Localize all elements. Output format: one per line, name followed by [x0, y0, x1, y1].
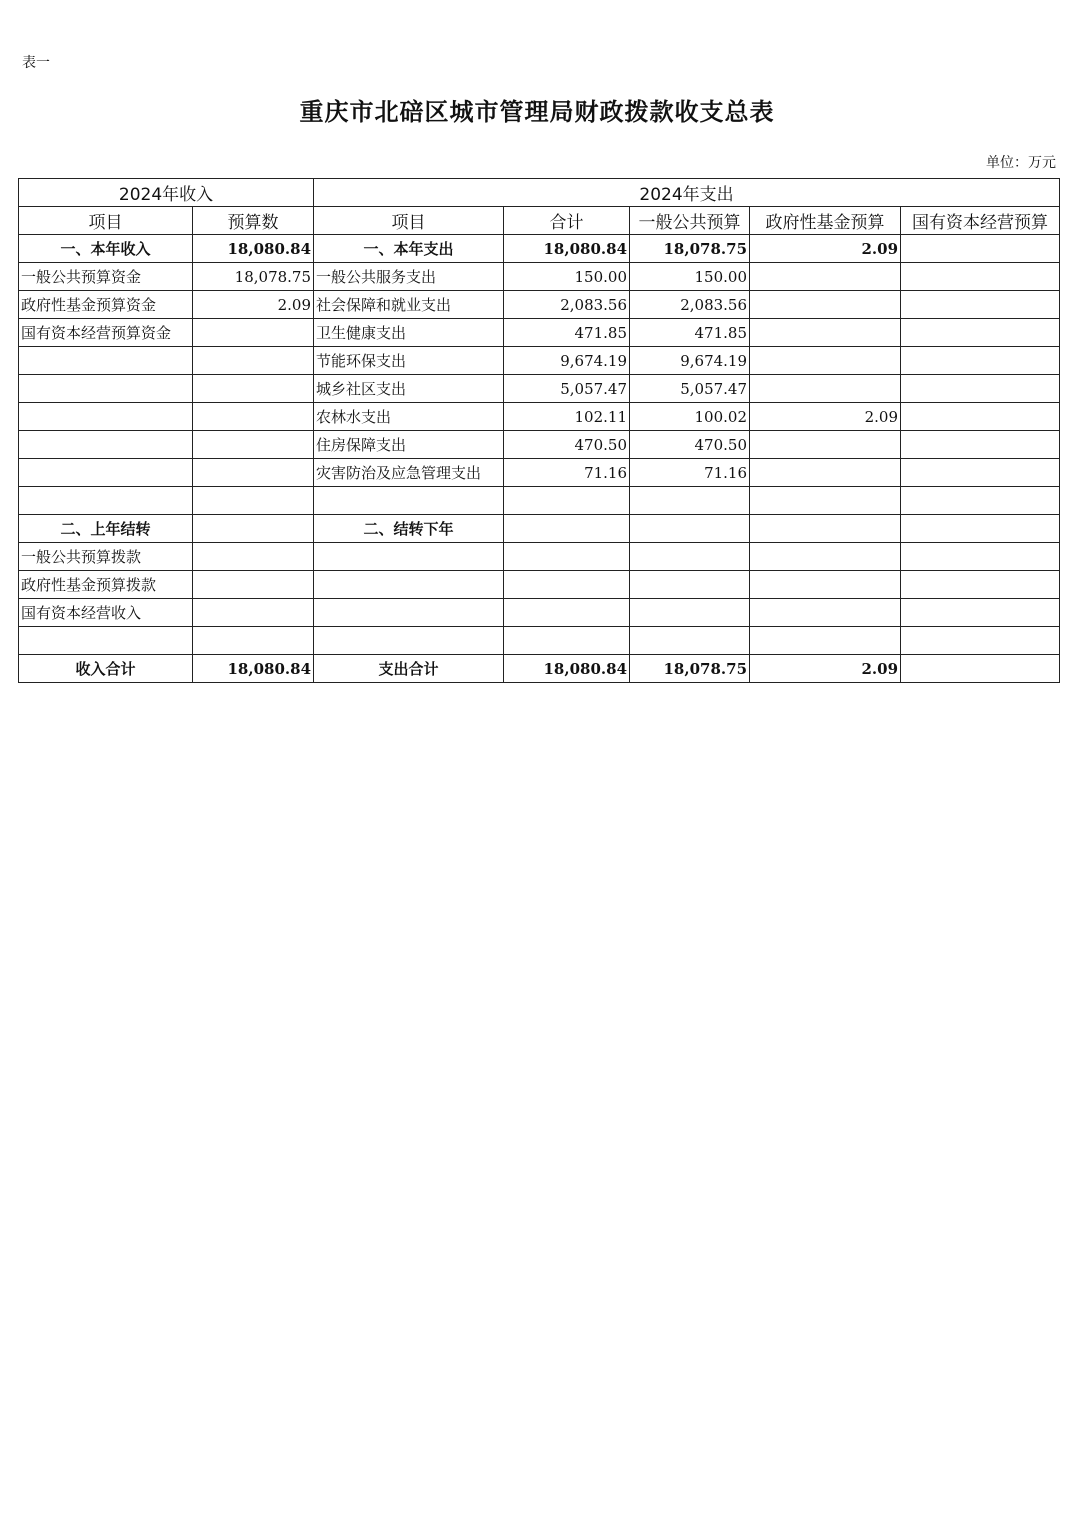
- cell-fund-budget: [750, 599, 901, 627]
- cell-fund-budget: 2.09: [750, 655, 901, 683]
- cell-income-item: [19, 403, 193, 431]
- cell-expense-total: 2,083.56: [504, 291, 630, 319]
- cell-income-amount: 18,078.75: [193, 263, 314, 291]
- cell-expense-total: [504, 487, 630, 515]
- cell-general-budget: 150.00: [630, 263, 750, 291]
- cell-income-item: [19, 487, 193, 515]
- cell-fund-budget: [750, 263, 901, 291]
- cell-expense-item: [314, 571, 504, 599]
- table-row: [19, 375, 1060, 403]
- table-label: 表一: [22, 55, 50, 71]
- col-header-general-budget: 一般公共预算: [630, 207, 750, 235]
- cell-income-item: 二、上年结转: [19, 515, 193, 543]
- cell-expense-item: 灾害防治及应急管理支出: [314, 459, 504, 487]
- cell-income-amount: [193, 347, 314, 375]
- cell-expense-item: 城乡社区支出: [314, 375, 504, 403]
- cell-expense-item: 二、结转下年: [314, 515, 504, 543]
- cell-income-amount: [193, 515, 314, 543]
- cell-state-capital-budget: [901, 431, 1060, 459]
- cell-expense-total: [504, 599, 630, 627]
- cell-state-capital-budget: [901, 347, 1060, 375]
- table-row: [19, 319, 1060, 347]
- cell-fund-budget: [750, 319, 901, 347]
- budget-table: [18, 178, 1060, 683]
- cell-income-item: 国有资本经营收入: [19, 599, 193, 627]
- cell-income-amount: 18,080.84: [193, 655, 314, 683]
- cell-state-capital-budget: [901, 627, 1060, 655]
- table-row: [19, 347, 1060, 375]
- table-row: [19, 235, 1060, 263]
- cell-state-capital-budget: [901, 599, 1060, 627]
- cell-general-budget: 471.85: [630, 319, 750, 347]
- cell-expense-item: [314, 487, 504, 515]
- table-row: [19, 543, 1060, 571]
- cell-expense-item: 一般公共服务支出: [314, 263, 504, 291]
- cell-state-capital-budget: [901, 375, 1060, 403]
- cell-general-budget: [630, 487, 750, 515]
- cell-general-budget: [630, 627, 750, 655]
- cell-general-budget: 470.50: [630, 431, 750, 459]
- cell-expense-item: 住房保障支出: [314, 431, 504, 459]
- cell-income-amount: [193, 571, 314, 599]
- cell-income-item: 国有资本经营预算资金: [19, 319, 193, 347]
- cell-fund-budget: 2.09: [750, 235, 901, 263]
- cell-general-budget: 5,057.47: [630, 375, 750, 403]
- cell-state-capital-budget: [901, 655, 1060, 683]
- cell-income-item: [19, 431, 193, 459]
- col-header-budget-amount: 预算数: [193, 207, 314, 235]
- cell-expense-item: 农林水支出: [314, 403, 504, 431]
- page-title: 重庆市北碚区城市管理局财政拨款收支总表: [299, 97, 775, 126]
- col-header-state-capital-budget: 国有资本经营预算: [901, 207, 1060, 235]
- cell-income-item: 一、本年收入: [19, 235, 193, 263]
- cell-income-item: [19, 627, 193, 655]
- cell-fund-budget: [750, 291, 901, 319]
- cell-state-capital-budget: [901, 263, 1060, 291]
- cell-income-item: 政府性基金预算资金: [19, 291, 193, 319]
- col-header-fund-budget: 政府性基金预算: [750, 207, 901, 235]
- cell-general-budget: [630, 571, 750, 599]
- cell-income-amount: [193, 375, 314, 403]
- cell-state-capital-budget: [901, 459, 1060, 487]
- cell-fund-budget: [750, 487, 901, 515]
- cell-income-item: [19, 375, 193, 403]
- cell-general-budget: 18,078.75: [630, 235, 750, 263]
- cell-general-budget: [630, 599, 750, 627]
- cell-expense-item: [314, 627, 504, 655]
- cell-income-item: [19, 347, 193, 375]
- cell-income-amount: [193, 627, 314, 655]
- cell-state-capital-budget: [901, 487, 1060, 515]
- cell-general-budget: 2,083.56: [630, 291, 750, 319]
- cell-expense-total: 150.00: [504, 263, 630, 291]
- cell-fund-budget: [750, 515, 901, 543]
- cell-state-capital-budget: [901, 543, 1060, 571]
- cell-state-capital-budget: [901, 515, 1060, 543]
- cell-income-amount: [193, 459, 314, 487]
- cell-income-amount: 2.09: [193, 291, 314, 319]
- cell-expense-item: 节能环保支出: [314, 347, 504, 375]
- cell-expense-total: 71.16: [504, 459, 630, 487]
- table-row: [19, 515, 1060, 543]
- cell-expense-total: 18,080.84: [504, 235, 630, 263]
- col-header-expense-item: 项目: [314, 207, 504, 235]
- cell-state-capital-budget: [901, 403, 1060, 431]
- cell-expense-total: [504, 571, 630, 599]
- cell-fund-budget: [750, 571, 901, 599]
- cell-fund-budget: [750, 627, 901, 655]
- cell-income-amount: [193, 319, 314, 347]
- cell-income-amount: [193, 599, 314, 627]
- cell-expense-item: [314, 599, 504, 627]
- cell-general-budget: 18,078.75: [630, 655, 750, 683]
- cell-general-budget: [630, 515, 750, 543]
- cell-fund-budget: 2.09: [750, 403, 901, 431]
- cell-expense-total: 9,674.19: [504, 347, 630, 375]
- table-row: [19, 403, 1060, 431]
- cell-income-amount: [193, 543, 314, 571]
- cell-fund-budget: [750, 459, 901, 487]
- cell-income-item: [19, 459, 193, 487]
- cell-expense-total: 18,080.84: [504, 655, 630, 683]
- table-row: [19, 459, 1060, 487]
- cell-income-item: 一般公共预算资金: [19, 263, 193, 291]
- table-row: [19, 627, 1060, 655]
- table-row: [19, 655, 1060, 683]
- income-group-header: 2024年收入: [19, 179, 314, 207]
- cell-fund-budget: [750, 375, 901, 403]
- cell-income-amount: 18,080.84: [193, 235, 314, 263]
- cell-state-capital-budget: [901, 571, 1060, 599]
- cell-income-item: 政府性基金预算拨款: [19, 571, 193, 599]
- cell-expense-total: [504, 627, 630, 655]
- cell-expense-total: [504, 515, 630, 543]
- cell-expense-item: [314, 543, 504, 571]
- cell-income-amount: [193, 431, 314, 459]
- table-row: [19, 291, 1060, 319]
- cell-general-budget: 9,674.19: [630, 347, 750, 375]
- cell-expense-total: [504, 543, 630, 571]
- cell-expense-total: 470.50: [504, 431, 630, 459]
- cell-expense-item: 卫生健康支出: [314, 319, 504, 347]
- table-row: [19, 599, 1060, 627]
- cell-expense-item: 社会保障和就业支出: [314, 291, 504, 319]
- table-row: [19, 431, 1060, 459]
- cell-state-capital-budget: [901, 319, 1060, 347]
- cell-expense-item: 支出合计: [314, 655, 504, 683]
- cell-fund-budget: [750, 431, 901, 459]
- cell-state-capital-budget: [901, 291, 1060, 319]
- col-header-income-item: 项目: [19, 207, 193, 235]
- header-group-row: [19, 179, 1060, 207]
- cell-income-item: 一般公共预算拨款: [19, 543, 193, 571]
- cell-fund-budget: [750, 543, 901, 571]
- cell-expense-total: 471.85: [504, 319, 630, 347]
- cell-general-budget: [630, 543, 750, 571]
- table-row: [19, 263, 1060, 291]
- cell-income-amount: [193, 487, 314, 515]
- cell-fund-budget: [750, 347, 901, 375]
- cell-state-capital-budget: [901, 235, 1060, 263]
- header-column-row: [19, 207, 1060, 235]
- cell-expense-total: 102.11: [504, 403, 630, 431]
- cell-income-amount: [193, 403, 314, 431]
- unit-label: 单位：万元: [986, 155, 1056, 171]
- cell-expense-item: 一、本年支出: [314, 235, 504, 263]
- cell-income-item: 收入合计: [19, 655, 193, 683]
- cell-expense-total: 5,057.47: [504, 375, 630, 403]
- cell-general-budget: 100.02: [630, 403, 750, 431]
- table-row: [19, 487, 1060, 515]
- table-row: [19, 571, 1060, 599]
- expense-group-header: 2024年支出: [314, 179, 1060, 207]
- cell-general-budget: 71.16: [630, 459, 750, 487]
- col-header-total: 合计: [504, 207, 630, 235]
